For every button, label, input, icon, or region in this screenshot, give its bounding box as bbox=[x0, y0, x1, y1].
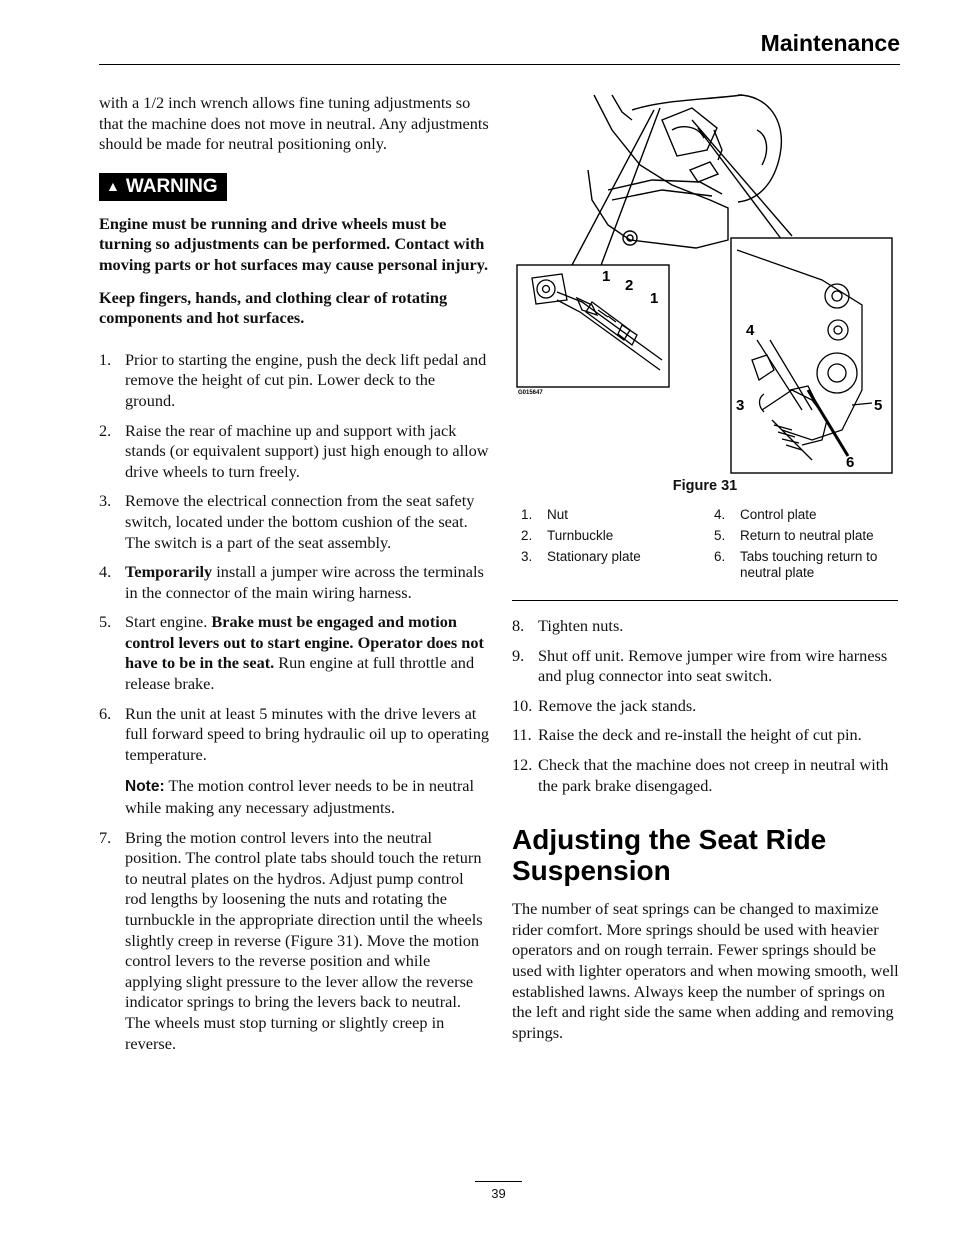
callout-label: 1 bbox=[602, 268, 611, 285]
legend-item: 5. Return to neutral plate bbox=[714, 527, 874, 543]
step-item: 12. Check that the machine does not creep in neutral with the park brake disengaged. bbox=[512, 754, 889, 795]
legend-item: 6. Tabs touching return to neutral plate bbox=[714, 548, 878, 580]
callout-label: 3 bbox=[736, 397, 745, 414]
legend-item: 3. Stationary plate bbox=[521, 548, 641, 564]
figure-caption: Figure 31 bbox=[672, 478, 738, 494]
step-item: 9. Shut off unit. Remove jumper wire from wire harness and plug connector into seat switch. bbox=[512, 645, 888, 686]
footer-rule bbox=[475, 1181, 522, 1182]
callout-label: 6 bbox=[846, 454, 855, 471]
steps-list-left bbox=[99, 350, 489, 1054]
section-heading: Adjusting the Seat Ride Suspension bbox=[512, 824, 827, 887]
figure-bottom-rule bbox=[512, 600, 898, 601]
step-item: 8. Tighten nuts. bbox=[512, 616, 624, 635]
step-item: 2. Raise the rear of machine up and support with jack stands (or equivalent support) just high enough to allow drive wheels to turn freely. bbox=[99, 420, 489, 481]
step-item: 4. Temporarily install a jumper wire across the terminals in the connector of the main wiring harness. bbox=[99, 562, 484, 602]
step-item: 3. Remove the electrical connection from the seat safety switch, located under the bottom cushion of the seat. The switch is a part of the seat assembly. bbox=[99, 491, 475, 552]
section-body: The number of seat springs can be changed to maximize rider comfort. More springs should be used with heavier operators and on rough terrain. Fewer springs should be used with lighter operators and when mowing smooth, well established lawns. Always keep the number of springs on the left and right side the same when adding and removing springs. bbox=[512, 899, 899, 1042]
note-text: The motion control lever needs to be in neutral while making any necessary adjustments. bbox=[125, 776, 475, 818]
callout-label: 2 bbox=[625, 277, 634, 294]
figure-code: G015647 bbox=[518, 390, 543, 396]
note-label: Note: bbox=[125, 778, 165, 796]
step-item: 7. Bring the motion control levers into the neutral position. The control plate tabs should touch the return to neutral plates on the hydros. Adjust pump control rod lengths by loosening the nuts and rotating the turnbuckle in the appropriate direction until the wheels slightly creep in reverse (Figure 31). Move the motion control levers to the reverse position and while applying slight pressure to the lever allow the reverse indicator springs to bring the levers back to neutral. The wheels must stop turning or slightly creep in reverse. bbox=[99, 827, 483, 1053]
page-number: 39 bbox=[491, 1186, 506, 1201]
step-item: 1. Prior to starting the engine, push the deck lift pedal and remove the height of cut pin. Lower deck to the ground. bbox=[99, 349, 487, 410]
legend-item: 1. Nut bbox=[521, 507, 569, 522]
step-item: 6. Run the unit at least 5 minutes with the drive levers at full forward speed to bring hydraulic oil up to operating temperature. Note: The motion control lever needs to be in neutral while making any necessary adjustments. bbox=[99, 703, 489, 818]
callout-label: 5 bbox=[874, 397, 883, 414]
inset-control-plate bbox=[731, 238, 892, 473]
warning-triangle-icon: ▲ bbox=[106, 177, 120, 194]
step-item: 10. Remove the jack stands. bbox=[512, 695, 697, 715]
callout-label: 4 bbox=[746, 322, 755, 339]
steps-list-right bbox=[512, 616, 902, 796]
legend-item: 4. Control plate bbox=[714, 507, 817, 522]
warning-badge bbox=[99, 173, 227, 201]
warning-text-2: Keep fingers, hands, and clothing clear of rotating components and hot surfaces. bbox=[99, 287, 448, 328]
callout-label: 1 bbox=[650, 290, 659, 307]
step-item: 5. Start engine. Brake must be engaged and motion control levers out to start engine. Operator does not have to be in the seat. Run engine at full throttle and release brake. bbox=[99, 612, 484, 694]
legend-item: 2. Turnbuckle bbox=[521, 527, 614, 543]
legend-column-right bbox=[714, 507, 894, 586]
page-header-title: Maintenance bbox=[760, 30, 900, 56]
header-rule bbox=[99, 64, 900, 65]
right-column bbox=[512, 616, 902, 1043]
figure-31-illustration bbox=[512, 90, 902, 476]
note bbox=[125, 776, 489, 818]
warning-text-1: Engine must be running and drive wheels must be turning so adjustments can be performed. Contact with moving parts or hot surfaces may cause personal injury. bbox=[99, 213, 489, 274]
intro-paragraph: with a 1/2 inch wrench allows fine tuning adjustments so that the machine does not move in neutral. Any adjustments should be made for neutral positioning only. bbox=[99, 93, 489, 154]
legend-column-left bbox=[521, 507, 711, 570]
step-item: 11. Raise the deck and re-install the height of cut pin. bbox=[512, 725, 862, 745]
left-column bbox=[99, 93, 489, 1054]
warning-label: WARNING bbox=[125, 175, 218, 197]
